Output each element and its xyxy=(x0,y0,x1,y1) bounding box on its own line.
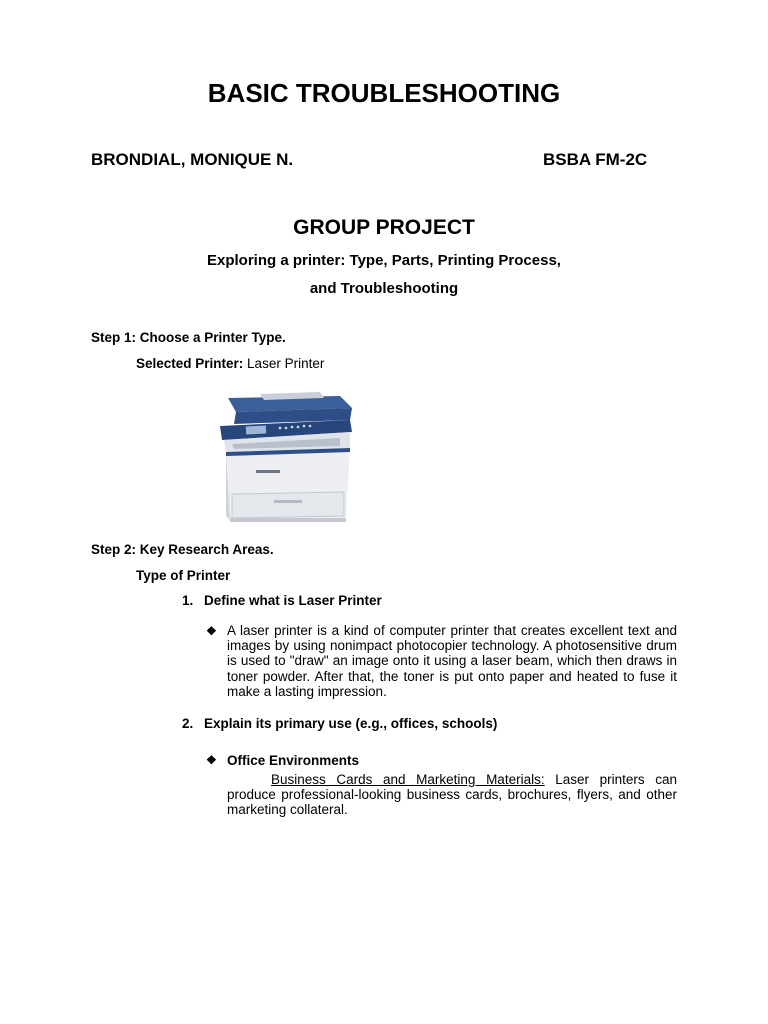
business-cards-heading: Business Cards and Marketing Materials: xyxy=(271,772,545,787)
question-1-number: 1. xyxy=(182,593,194,608)
laser-printer-definition: A laser printer is a kind of computer printer that creates excellent text and images by using nonimpact photocopier technology. A photosensitive drum is used to "draw" an image onto it using a laser beam, which then draws in toner powder. After that, the toner is put onto paper and heated to fuse it make a lasting impression. xyxy=(227,623,677,699)
business-cards-text: Laser printers can produce professional-looking business cards, brochures, flyers, and other marketing collateral. xyxy=(227,772,677,818)
laser-printer-image xyxy=(200,386,370,532)
question-2-number: 2. xyxy=(182,716,194,731)
diamond-bullet-icon: ❖ xyxy=(206,624,217,638)
subtitle-line-2: and Troubleshooting xyxy=(309,280,459,297)
course-section: BSBA FM-2C xyxy=(543,150,648,169)
selected-printer-value: Laser Printer xyxy=(243,356,325,371)
type-of-printer-heading: Type of Printer xyxy=(136,568,231,583)
office-environments-heading: Office Environments xyxy=(227,753,360,768)
student-name: BRONDIAL, MONIQUE N. xyxy=(91,150,294,169)
selected-printer-label: Selected Printer: xyxy=(136,356,244,371)
section-title: GROUP PROJECT xyxy=(293,216,475,239)
question-2 xyxy=(182,716,497,731)
step-1-heading: Step 1: Choose a Printer Type. xyxy=(91,330,286,345)
diamond-bullet-icon: ❖ xyxy=(206,753,217,767)
question-1 xyxy=(182,593,382,608)
step-2-heading: Step 2: Key Research Areas. xyxy=(91,542,274,557)
office-use-paragraph xyxy=(227,772,677,818)
selected-printer xyxy=(136,356,324,371)
subtitle-line-1: Exploring a printer: Type, Parts, Printing Process, xyxy=(207,252,561,269)
question-2-text: Explain its primary use (e.g., offices, schools) xyxy=(204,716,498,731)
document-title: BASIC TROUBLESHOOTING xyxy=(207,78,561,108)
question-1-text: Define what is Laser Printer xyxy=(204,593,382,608)
